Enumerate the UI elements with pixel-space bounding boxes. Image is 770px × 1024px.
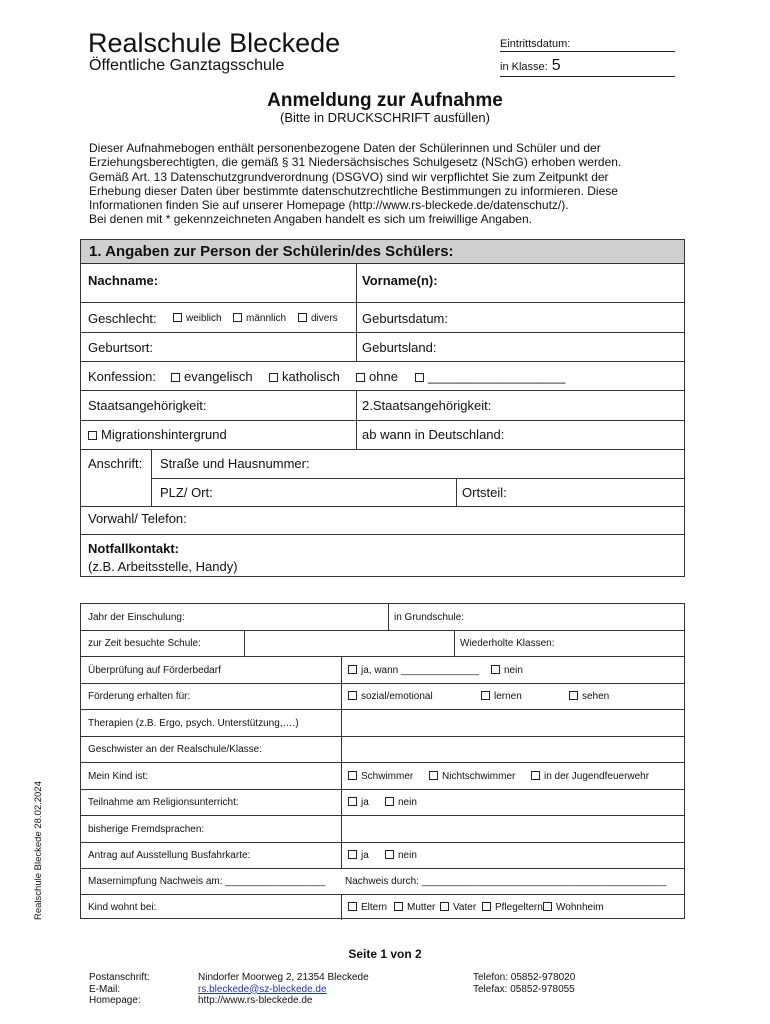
checkbox-icon [348, 691, 357, 700]
checkbox-icon [348, 797, 357, 806]
intro-text [89, 141, 679, 227]
checkbox-icon [269, 373, 278, 382]
checkbox-icon [394, 902, 403, 911]
checkbox-icon [298, 313, 307, 322]
measles-proof-field[interactable]: Nachweis durch: ____________________________________________ [345, 876, 667, 887]
birthcountry-field[interactable]: Geburtsland: [362, 340, 437, 355]
form-title: Anmeldung zur Aufnahme [267, 90, 503, 111]
bus-pass-no-option[interactable]: nein [385, 850, 417, 861]
gender-female-option[interactable]: weiblich [173, 313, 222, 324]
lives-father-option[interactable]: Vater [440, 902, 476, 913]
intro-line: Informationen finden Sie auf unserer Homepage (http://www.rs-bleckede.de/datenschutz/). [89, 198, 569, 213]
class-field[interactable] [500, 57, 675, 77]
postal-address: Nindorfer Moorweg 2, 21354 Bleckede [198, 972, 369, 983]
checkbox-icon [348, 850, 357, 859]
bus-pass-yes-option[interactable]: ja [348, 850, 369, 861]
religion-protestant-option[interactable]: evangelisch [171, 369, 253, 384]
checkbox-icon [348, 665, 357, 674]
support-check-label: Überprüfung auf Förderbedarf [88, 665, 221, 676]
footer-labels [89, 972, 150, 1007]
religion-class-no-option[interactable]: nein [385, 797, 417, 808]
street-field[interactable]: Straße und Hausnummer: [160, 456, 310, 471]
support-learning-option[interactable]: lernen [481, 691, 522, 702]
child-lives-label: Kind wohnt bei: [88, 902, 157, 913]
checkbox-icon [173, 313, 182, 322]
phone-number: Telefon: 05852-978020 [473, 972, 576, 983]
religion-catholic-option[interactable]: katholisch [269, 369, 340, 384]
section1-heading: 1. Angaben zur Person der Schülerin/des Schülers: [81, 240, 684, 264]
school-history-section [80, 603, 685, 919]
support-check-no-option[interactable]: nein [491, 665, 523, 676]
intro-line: Erziehungsberechtigten, die gemäß § 31 Niedersächsisches Schulgesetz (NSchG) erhoben werden. [89, 155, 622, 170]
postal-label: Postanschrift: [89, 972, 150, 983]
checkbox-icon [348, 902, 357, 911]
fire-brigade-option[interactable]: in der Jugendfeuerwehr [531, 771, 649, 782]
school-name: Realschule Bleckede [88, 28, 341, 58]
email-link[interactable]: rs.bleckede@sz-bleckede.de [198, 983, 327, 995]
gender-label: Geschlecht: [88, 311, 157, 326]
measles-field[interactable]: Masernimpfung Nachweis am: __________________ [88, 876, 326, 887]
gender-male-option[interactable]: männlich [233, 313, 286, 324]
support-seeing-option[interactable]: sehen [569, 691, 609, 702]
form-subtitle: (Bitte in DRUCKSCHRIFT ausfüllen) [280, 110, 490, 125]
intro-line: Dieser Aufnahmebogen enthält personenbezogene Daten der Schülerinnen und Schüler und der [89, 141, 601, 155]
checkbox-icon [385, 797, 394, 806]
checkbox-icon [385, 850, 394, 859]
phone-field[interactable]: Vorwahl/ Telefon: [88, 511, 187, 526]
checkbox-icon [348, 771, 357, 780]
firstname-field[interactable]: Vorname(n): [362, 273, 438, 288]
lives-foster-option[interactable]: Pflegeltern [482, 902, 543, 913]
bus-pass-label: Antrag auf Ausstellung Busfahrkarte: [88, 850, 251, 861]
gender-diverse-option[interactable]: divers [298, 313, 338, 324]
side-note: Realschule Bleckede 28.02.2024 [33, 781, 44, 920]
emergency-contact-hint: (z.B. Arbeitsstelle, Handy) [88, 559, 238, 574]
homepage-label: Homepage: [89, 995, 141, 1006]
swimmer-option[interactable]: Schwimmer [348, 771, 413, 782]
religion-other-option[interactable]: ___________________ [415, 369, 565, 384]
lives-home-option[interactable]: Wohnheim [543, 902, 604, 913]
current-school-field[interactable]: zur Zeit besuchte Schule: [88, 638, 201, 649]
migration-option[interactable]: Migrationshintergrund [88, 427, 227, 442]
class-label: in Klasse: [500, 61, 548, 73]
student-details-section [80, 239, 685, 577]
birthplace-field[interactable]: Geburtsort: [88, 340, 154, 355]
support-check-yes-option[interactable]: ja, wann ______________ [348, 665, 479, 676]
citizenship2-field[interactable]: 2.Staatsangehörigkeit: [362, 398, 492, 413]
school-type: Öffentliche Ganztagsschule [89, 57, 285, 74]
checkbox-icon [543, 902, 552, 911]
class-value: 5 [551, 57, 561, 74]
checkbox-icon [429, 771, 438, 780]
checkbox-icon [491, 665, 500, 674]
emergency-contact-label[interactable]: Notfallkontakt: [88, 541, 179, 556]
lives-mother-option[interactable]: Mutter [394, 902, 435, 913]
checkbox-icon [233, 313, 242, 322]
email-label: E-Mail: [89, 983, 121, 995]
religion-label: Konfession: [88, 369, 156, 384]
my-child-label: Mein Kind ist: [88, 771, 149, 782]
footer-values [198, 972, 369, 1007]
support-received-label: Förderung erhalten für: [88, 691, 191, 702]
siblings-field[interactable]: Geschwister an der Realschule/Klasse: [88, 744, 262, 755]
zip-city-field[interactable]: PLZ/ Ort: [160, 485, 213, 500]
nonswimmer-option[interactable]: Nichtschwimmer [429, 771, 515, 782]
checkbox-icon [415, 373, 424, 382]
birthdate-field[interactable]: Geburtsdatum: [362, 311, 448, 326]
since-germany-field[interactable]: ab wann in Deutschland: [362, 427, 505, 442]
checkbox-icon [440, 902, 449, 911]
homepage-url[interactable]: http://www.rs-bleckede.de [198, 995, 313, 1006]
intro-line: Gemäß Art. 13 Datenschutzgrundverordnung (DSGVO) sind wir verpflichtet Sie zum Zeitpunkt der [89, 169, 609, 184]
repeated-classes-field[interactable]: Wiederholte Klassen: [460, 638, 555, 649]
enrollment-year-field[interactable]: Jahr der Einschulung: [88, 612, 185, 623]
footer-contact [473, 972, 575, 995]
intro-line: Erhebung dieser Daten über bestimmte datenschutzrechtliche Bestimmungen zu informieren. Diese [89, 183, 618, 198]
checkbox-icon [481, 691, 490, 700]
citizenship-field[interactable]: Staatsangehörigkeit: [88, 398, 207, 413]
lastname-field[interactable]: Nachname: [88, 273, 159, 288]
intro-line: Bei denen mit * gekennzeichneten Angaben handelt es sich um freiwillige Angaben. [89, 212, 532, 227]
district-field[interactable]: Ortsteil: [462, 485, 507, 500]
therapies-field[interactable]: Therapien (z.B. Ergo, psych. Unterstützung,….) [88, 718, 299, 729]
religion-class-label: Teilnahme am Religionsunterricht: [88, 797, 239, 808]
religion-none-option[interactable]: ohne [356, 369, 398, 384]
address-label: Anschrift: [88, 456, 143, 471]
languages-field[interactable]: bisherige Fremdsprachen: [88, 824, 205, 835]
fax-number: Telefax: 05852-978055 [473, 983, 575, 995]
lives-parents-option[interactable]: Eltern [348, 902, 387, 913]
checkbox-icon [569, 691, 578, 700]
checkbox-icon [482, 902, 491, 911]
support-social-option[interactable]: sozial/emotional [348, 691, 433, 702]
checkbox-icon [531, 771, 540, 780]
primary-school-field[interactable]: in Grundschule: [394, 612, 465, 623]
entry-date-field[interactable] [500, 38, 675, 52]
entry-date-label: Eintrittsdatum: [500, 38, 571, 50]
checkbox-icon [88, 431, 97, 440]
checkbox-icon [171, 373, 180, 382]
religion-class-yes-option[interactable]: ja [348, 797, 369, 808]
page-number: Seite 1 von 2 [348, 947, 422, 961]
checkbox-icon [356, 373, 365, 382]
